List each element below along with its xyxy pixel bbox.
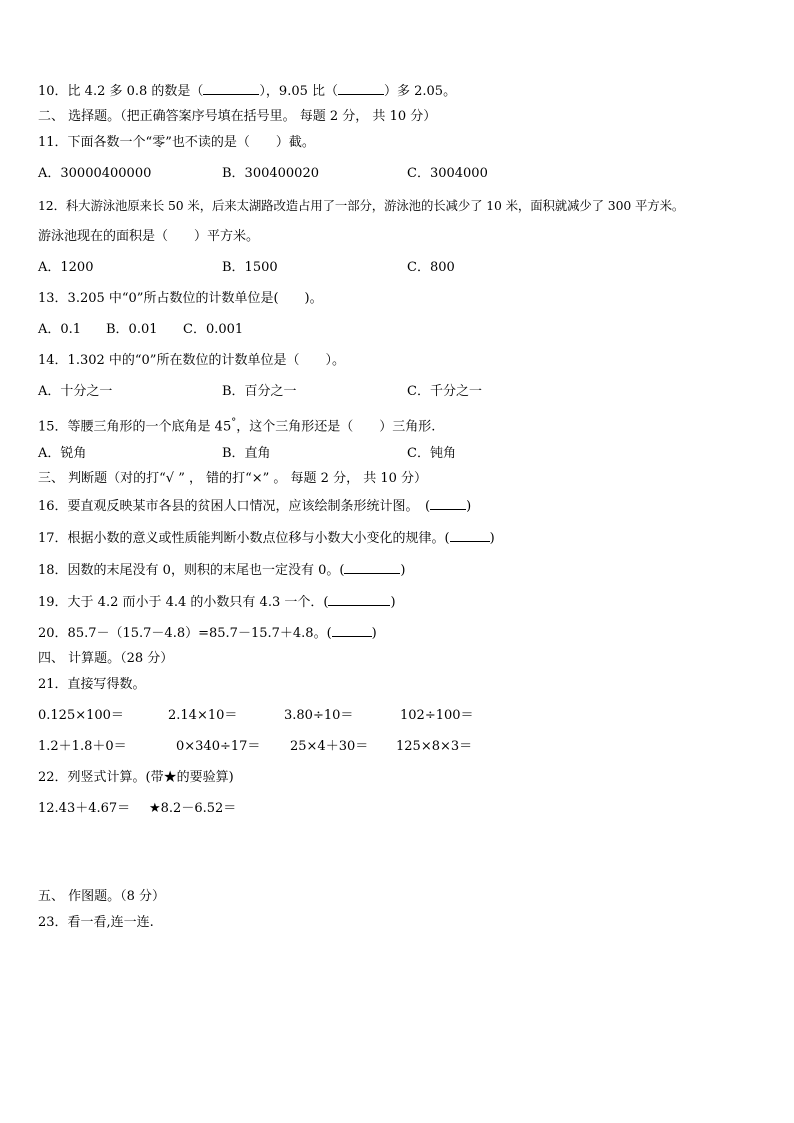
question-20: 20．85.7－（15.7－4.8）=85.7－15.7＋4.8。( ) — [38, 626, 377, 641]
option-a: A．0.1 — [38, 322, 82, 337]
option-a: A．锐角 — [38, 446, 87, 461]
calc-item-starred: ★8.2－6.52＝ — [149, 801, 237, 816]
answer-blank[interactable] — [338, 82, 384, 95]
calc-item: 102÷100＝ — [400, 708, 474, 723]
option-b: B．0.01 — [106, 322, 158, 337]
question-15: 15．等腰三角形的一个底角是 45°，这个三角形还是（ ）三角形. — [38, 417, 436, 435]
question-11: 11．下面各数一个“零”也不读的是（ ）截。 — [38, 135, 315, 150]
question-12-line1: 12．科大游泳池原来长 50 米，后来太湖路改造占用了一部分，游泳池的长减少了 10 米，面积就减少了 300 平方米。 — [38, 198, 685, 213]
option-c: C．3004000 — [407, 166, 488, 181]
question-23: 23．看一看,连一连. — [38, 915, 154, 930]
question-16: 16．要直观反映某市各县的贫困人口情况，应该绘制条形统计图。 ( ) — [38, 499, 472, 514]
option-a: A．十分之一 — [38, 384, 113, 399]
section-heading-choice: 二、 选择题。（把正确答案序号填在括号里。 每题 2 分， 共 10 分） — [38, 109, 437, 124]
question-21: 21．直接写得数。 — [38, 677, 146, 692]
answer-blank[interactable] — [344, 561, 400, 574]
calc-item: 2.14×10＝ — [168, 708, 238, 723]
calc-item: 3.80÷10＝ — [284, 708, 354, 723]
question-19: 19．大于 4.2 而小于 4.4 的小数只有 4.3 一个．( ) — [38, 595, 396, 610]
calc-item: 25×4＋30＝ — [290, 739, 369, 754]
question-12-line2: 游泳池现在的面积是（ ）平方米。 — [38, 229, 260, 244]
option-a: A．30000400000 — [38, 166, 152, 181]
question-14: 14．1.302 中的“0”所在数位的计数单位是（ ）。 — [38, 353, 345, 368]
option-c: C．800 — [407, 260, 455, 275]
option-c: C．0.001 — [183, 322, 244, 337]
section-heading-calculation: 四、 计算题。（28 分） — [38, 651, 174, 666]
calc-item: 0×340÷17＝ — [176, 739, 261, 754]
option-b: B．百分之一 — [222, 384, 297, 399]
option-b: B．300400020 — [222, 166, 319, 181]
option-b: B．直角 — [222, 446, 271, 461]
option-c: C．千分之一 — [407, 384, 482, 399]
question-13: 13．3.205 中“0”所占数位的计数单位是( )。 — [38, 291, 323, 306]
section-heading-drawing: 五、 作图题。（8 分） — [38, 889, 166, 904]
option-c: C．钝角 — [407, 446, 456, 461]
answer-blank[interactable] — [203, 82, 259, 95]
question-22: 22．列竖式计算。(带★的要验算) — [38, 770, 234, 785]
question-17: 17．根据小数的意义或性质能判断小数点位移与小数大小变化的规律。( ) — [38, 531, 495, 546]
question-10: 10．比 4.2 多 0.8 的数是（ ），9.05 比（ ）多 2.05。 — [38, 84, 457, 99]
answer-blank[interactable] — [430, 497, 466, 510]
section-heading-judgment: 三、 判断题（对的打“√ ” ， 错的打“×” 。 每题 2 分， 共 10 分） — [38, 471, 428, 486]
answer-blank[interactable] — [332, 624, 372, 637]
calc-item: 1.2＋1.8＋0＝ — [38, 739, 127, 754]
degree-symbol: ° — [231, 417, 237, 428]
calc-item: 0.125×100＝ — [38, 708, 124, 723]
calc-item: 125×8×3＝ — [396, 739, 473, 754]
question-18: 18．因数的末尾没有 0，则积的末尾也一定没有 0。( ) — [38, 563, 406, 578]
option-b: B．1500 — [222, 260, 278, 275]
answer-blank[interactable] — [450, 529, 490, 542]
calc-item: 12.43＋4.67＝ — [38, 801, 131, 816]
answer-blank[interactable] — [328, 593, 390, 606]
option-a: A．1200 — [38, 260, 94, 275]
